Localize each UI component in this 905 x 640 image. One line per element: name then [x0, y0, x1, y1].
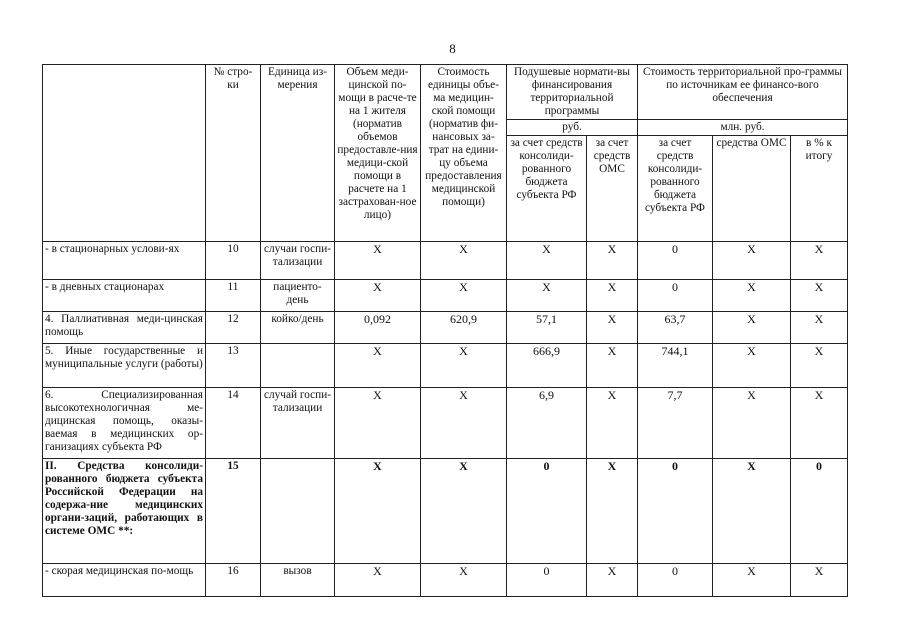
cell-cost-oms: X: [713, 242, 791, 280]
cell-percapita-oms: X: [587, 344, 638, 388]
table-row: [43, 242, 848, 280]
cell-percapita-oms: X: [587, 388, 638, 459]
header-unit: Единица из-мерения: [261, 65, 335, 242]
financing-table: [42, 64, 848, 597]
row-unit: [261, 459, 335, 564]
cell-percapita-budget: X: [507, 280, 587, 312]
cell-volume: X: [335, 459, 421, 564]
cell-cost-percent: X: [791, 388, 848, 459]
header-percapita-budget: за счет средств консолиди-рованного бюджета субъекта РФ: [507, 136, 587, 242]
cell-percapita-oms: X: [587, 459, 638, 564]
header-blank: [43, 65, 206, 242]
cell-cost-budget: 744,1: [638, 344, 713, 388]
cell-unit-cost: X: [421, 280, 507, 312]
cell-percapita-budget: 6,9: [507, 388, 587, 459]
header-mln-rub: млн. руб.: [638, 120, 848, 136]
row-unit: койко/день: [261, 312, 335, 344]
row-label: 4. Паллиативная меди-цинская помощь: [43, 312, 206, 344]
cell-cost-oms: X: [713, 564, 791, 597]
header-rub: руб.: [507, 120, 638, 136]
cell-percapita-budget: 666,9: [507, 344, 587, 388]
cell-cost-budget: 0: [638, 280, 713, 312]
cell-cost-oms: X: [713, 388, 791, 459]
cell-volume: X: [335, 344, 421, 388]
cell-cost-percent: X: [791, 564, 848, 597]
header-volume: Объем меди-цинской по-мощи в расче-те на 1 жителя (норматив объемов предоставле-ния медици-ской помощи в расчете на 1 застрахован-ное лицо): [335, 65, 421, 242]
cell-cost-percent: X: [791, 242, 848, 280]
header-cost-oms: средства ОМС: [713, 136, 791, 242]
cell-cost-oms: X: [713, 280, 791, 312]
table-row: [43, 312, 848, 344]
cell-percapita-oms: X: [587, 564, 638, 597]
cell-percapita-budget: 0: [507, 459, 587, 564]
cell-cost-oms: X: [713, 312, 791, 344]
row-unit: вызов: [261, 564, 335, 597]
cell-percapita-budget: X: [507, 242, 587, 280]
row-number: 13: [206, 344, 261, 388]
row-label: 5. Иные государственные и муниципальные услуги (работы): [43, 344, 206, 388]
row-label: - в дневных стационарах: [43, 280, 206, 312]
cell-percapita-oms: X: [587, 280, 638, 312]
cell-cost-budget: 0: [638, 564, 713, 597]
cell-cost-percent: X: [791, 280, 848, 312]
cell-volume: X: [335, 242, 421, 280]
cell-percapita-budget: 57,1: [507, 312, 587, 344]
table-row: [43, 344, 848, 388]
cell-cost-budget: 63,7: [638, 312, 713, 344]
cell-cost-percent: X: [791, 344, 848, 388]
cell-unit-cost: X: [421, 344, 507, 388]
cell-unit-cost: X: [421, 564, 507, 597]
header-percapita-oms: за счет средств ОМС: [587, 136, 638, 242]
row-number: 12: [206, 312, 261, 344]
row-unit: случаи госпи-тализации: [261, 242, 335, 280]
cell-volume: X: [335, 280, 421, 312]
cell-cost-budget: 0: [638, 459, 713, 564]
row-number: 16: [206, 564, 261, 597]
row-unit: пациенто-день: [261, 280, 335, 312]
row-number: 11: [206, 280, 261, 312]
cell-volume: X: [335, 388, 421, 459]
header-row-number: № стро-ки: [206, 65, 261, 242]
header-cost-percent: в % к итогу: [791, 136, 848, 242]
cell-percapita-oms: X: [587, 242, 638, 280]
header-cost-budget: за счет средств консолиди-рованного бюджета субъекта РФ: [638, 136, 713, 242]
cell-cost-percent: X: [791, 312, 848, 344]
cell-cost-oms: X: [713, 344, 791, 388]
table-row: [43, 280, 848, 312]
row-number: 15: [206, 459, 261, 564]
page-number: 8: [449, 41, 456, 56]
row-label: II. Средства консолиди-рованного бюджета субъекта Российской Федерации на содержа-ние медицинских органи-заций, работающих в системе ОМС **:: [43, 459, 206, 564]
table-row: [43, 459, 848, 564]
cell-cost-percent: 0: [791, 459, 848, 564]
row-label: - скорая медицинская по-мощь: [43, 564, 206, 597]
cell-percapita-oms: X: [587, 312, 638, 344]
cell-cost-oms: X: [713, 459, 791, 564]
row-unit: [261, 344, 335, 388]
cell-unit-cost: X: [421, 242, 507, 280]
cell-volume: 0,092: [335, 312, 421, 344]
row-unit: случай госпи-тализации: [261, 388, 335, 459]
cell-unit-cost: X: [421, 459, 507, 564]
cell-percapita-budget: 0: [507, 564, 587, 597]
cell-unit-cost: 620,9: [421, 312, 507, 344]
row-number: 10: [206, 242, 261, 280]
table-row: [43, 388, 848, 459]
cell-unit-cost: X: [421, 388, 507, 459]
cell-cost-budget: 0: [638, 242, 713, 280]
header-unit-cost: Стоимость единицы объе-ма медицин-ской помощи (норматив фи-нансовых за-трат на едини-цу объема предоставления медицинской помощи): [421, 65, 507, 242]
cell-volume: X: [335, 564, 421, 597]
header-percapita: Подушевые нормати-вы финансирования территориальной программы: [507, 65, 638, 120]
table-row: [43, 564, 848, 597]
row-label: - в стационарных услови-ях: [43, 242, 206, 280]
row-label: 6. Специализированная высокотехнологичная ме-дицинская помощь, оказы-ваемая в медицинских ор-ганизациях субъекта РФ: [43, 388, 206, 459]
cell-cost-budget: 7,7: [638, 388, 713, 459]
header-program-cost: Стоимость территориальной про-граммы по источникам ее финансо-вого обеспечения: [638, 65, 848, 120]
row-number: 14: [206, 388, 261, 459]
